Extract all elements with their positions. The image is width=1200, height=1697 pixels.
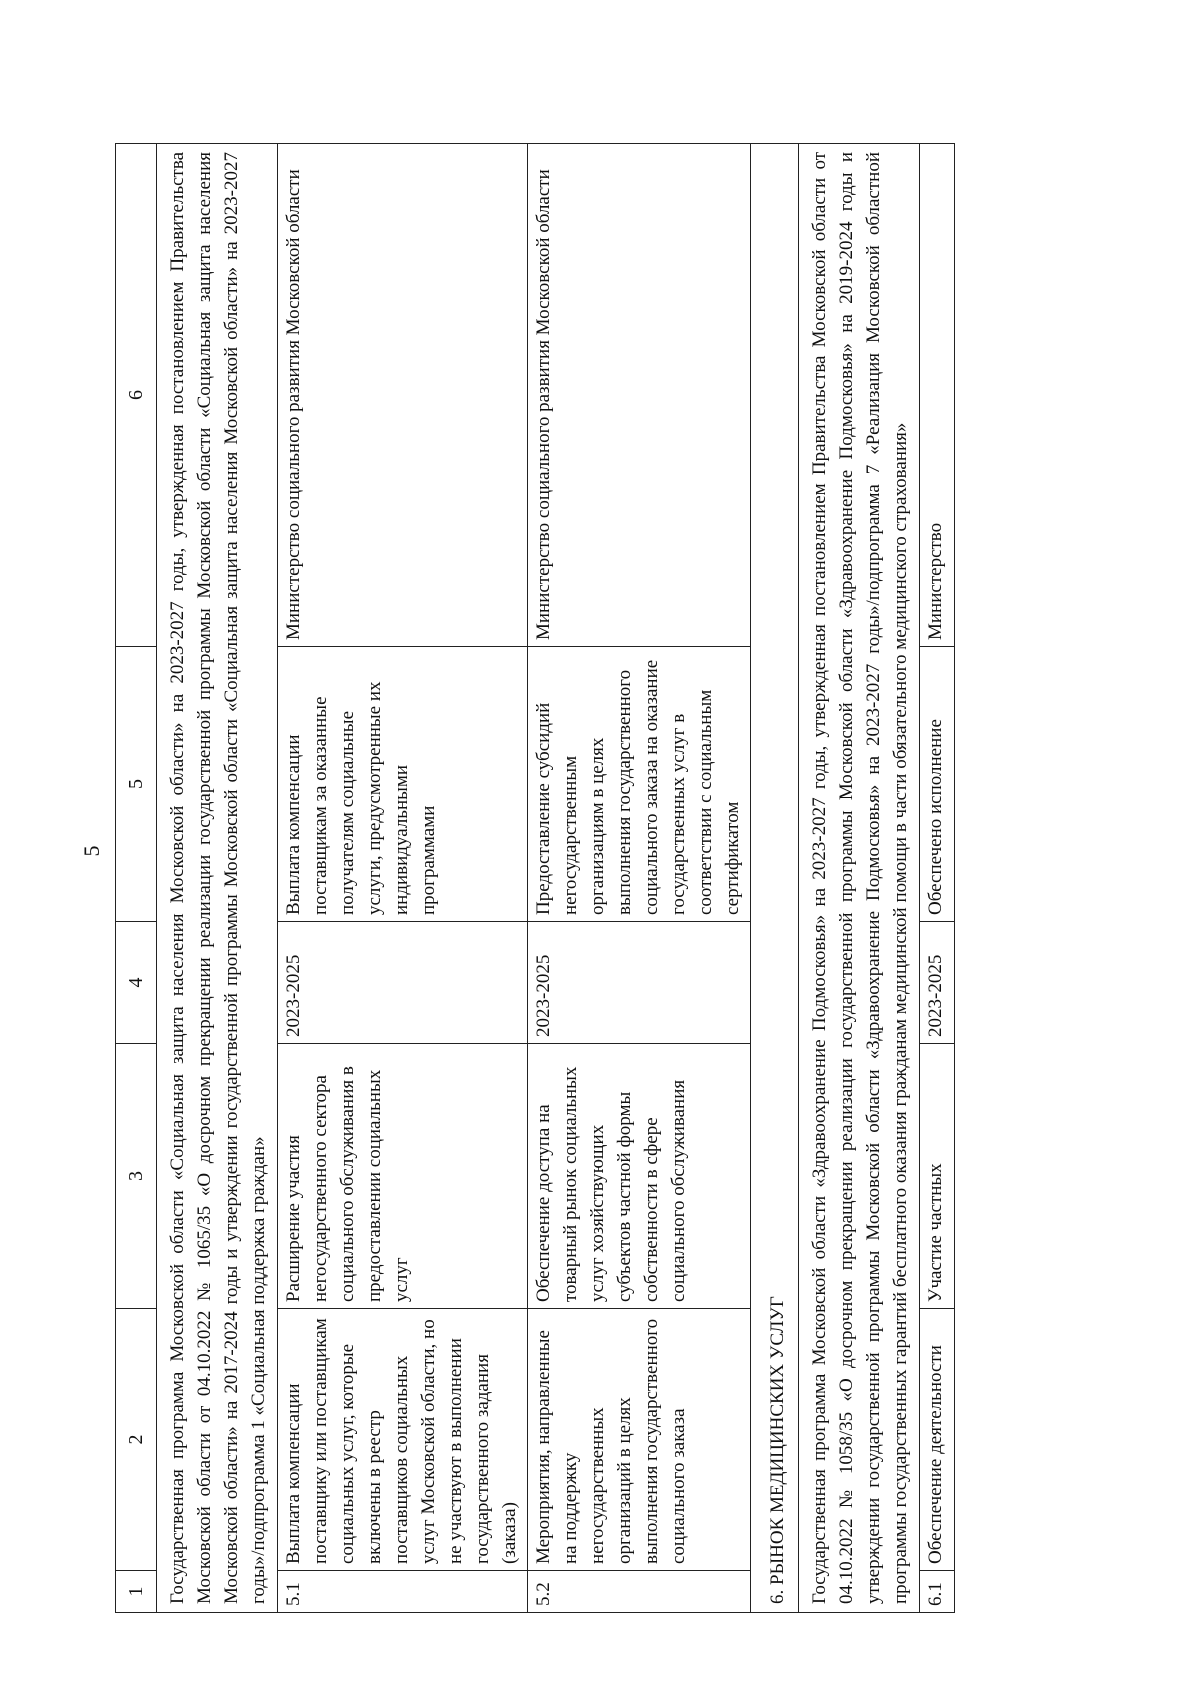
program2-text: Государственная программа Московской области «Здравоохранение Подмосковья» на 2023-2027 годы, утвержденная постановлением Правительства Московской области от 04.10.2022 № 1058/35 «О досрочном прекращении реализации государственной программы Московской области «Здравоохранение Подмосковья» на 2019-2024 годы и утверждении государственной программы Московской области «Здравоохранение Подмосковья» на 2023-2027 годы»/подпрограмма 7 «Реализация Московской областной программы государственных гарантий бесплатного оказания гражданам медицинской помощи в части обязательного медицинского страхования» [798,144,919,1613]
program-row [157,144,278,1613]
header-cell-2: 2 [116,1309,157,1571]
measure-result: Предоставление субсидий негосударственным организациям в целях выполнения государственного социального заказа на оказание государственных услуг в соответствии с социальным сертификатом [527,647,750,922]
measure-name: Мероприятия, направленные на поддержку негосударственных организаций в целях выполнения государственного социального заказа [527,1309,750,1571]
table-row [527,144,750,1613]
rotated-document [115,143,1135,1613]
measure-period: 2023-2025 [278,922,528,1044]
measures-table [115,143,955,1613]
measure-responsible: Министерство социального развития Московской области [527,144,750,647]
measure-result: Обеспечено исполнение [919,647,954,922]
measure-responsible: Министерство [919,144,954,647]
measure-responsible: Министерство социального развития Московской области [278,144,528,647]
measure-result: Выплата компенсации поставщикам за оказанные получателям социальные услуги, предусмотренные их индивидуальными программами [278,647,528,922]
table-row [278,144,528,1613]
page-number: 5 [79,845,104,857]
header-row [116,144,157,1613]
measure-name: Выплата компенсации поставщику или поставщикам социальных услуг, которые включены в реестр поставщиков социальных услуг Московской области, но не участвуют в выполнении государственного задания (заказа) [278,1309,528,1571]
row-number: 6.1 [919,1571,954,1613]
header-cell-5: 5 [116,647,157,922]
measure-period: 2023-2025 [527,922,750,1044]
row-number: 5.1 [278,1571,528,1613]
header-cell-6: 6 [116,144,157,647]
header-cell-4: 4 [116,922,157,1044]
section-row [750,144,798,1613]
program1-text: Государственная программа Московской области «Социальная защита населения Московской области» на 2023-2027 годы, утвержденная постановлением Правительства Московской области от 04.10.2022 № 1065/35 «О досрочном прекращении реализации государственной программы Московской области «Социальная защита населения Московской области» на 2017-2024 годы и утверждении государственной программы Московской области «Социальная защита населения Московской области» на 2023-2027 годы»/подпрограмма 1 «Социальная поддержка граждан» [157,144,278,1613]
section-title: 6. РЫНОК МЕДИЦИНСКИХ УСЛУГ [750,144,798,1613]
measure-name: Обеспечение деятельности [919,1309,954,1571]
row-number: 5.2 [527,1571,750,1613]
measure-goal: Обеспечение доступа на товарный рынок социальных услуг хозяйствующих субъектов частной формы собственности в сфере социального обслуживания [527,1044,750,1309]
measure-goal: Участие частных [919,1044,954,1309]
measure-goal: Расширение участия негосударственного сектора социального обслуживания в предоставлении социальных услуг [278,1044,528,1309]
header-cell-3: 3 [116,1044,157,1309]
measure-period: 2023-2025 [919,922,954,1044]
table-row [919,144,954,1613]
program-row [798,144,919,1613]
header-cell-1: 1 [116,1571,157,1613]
